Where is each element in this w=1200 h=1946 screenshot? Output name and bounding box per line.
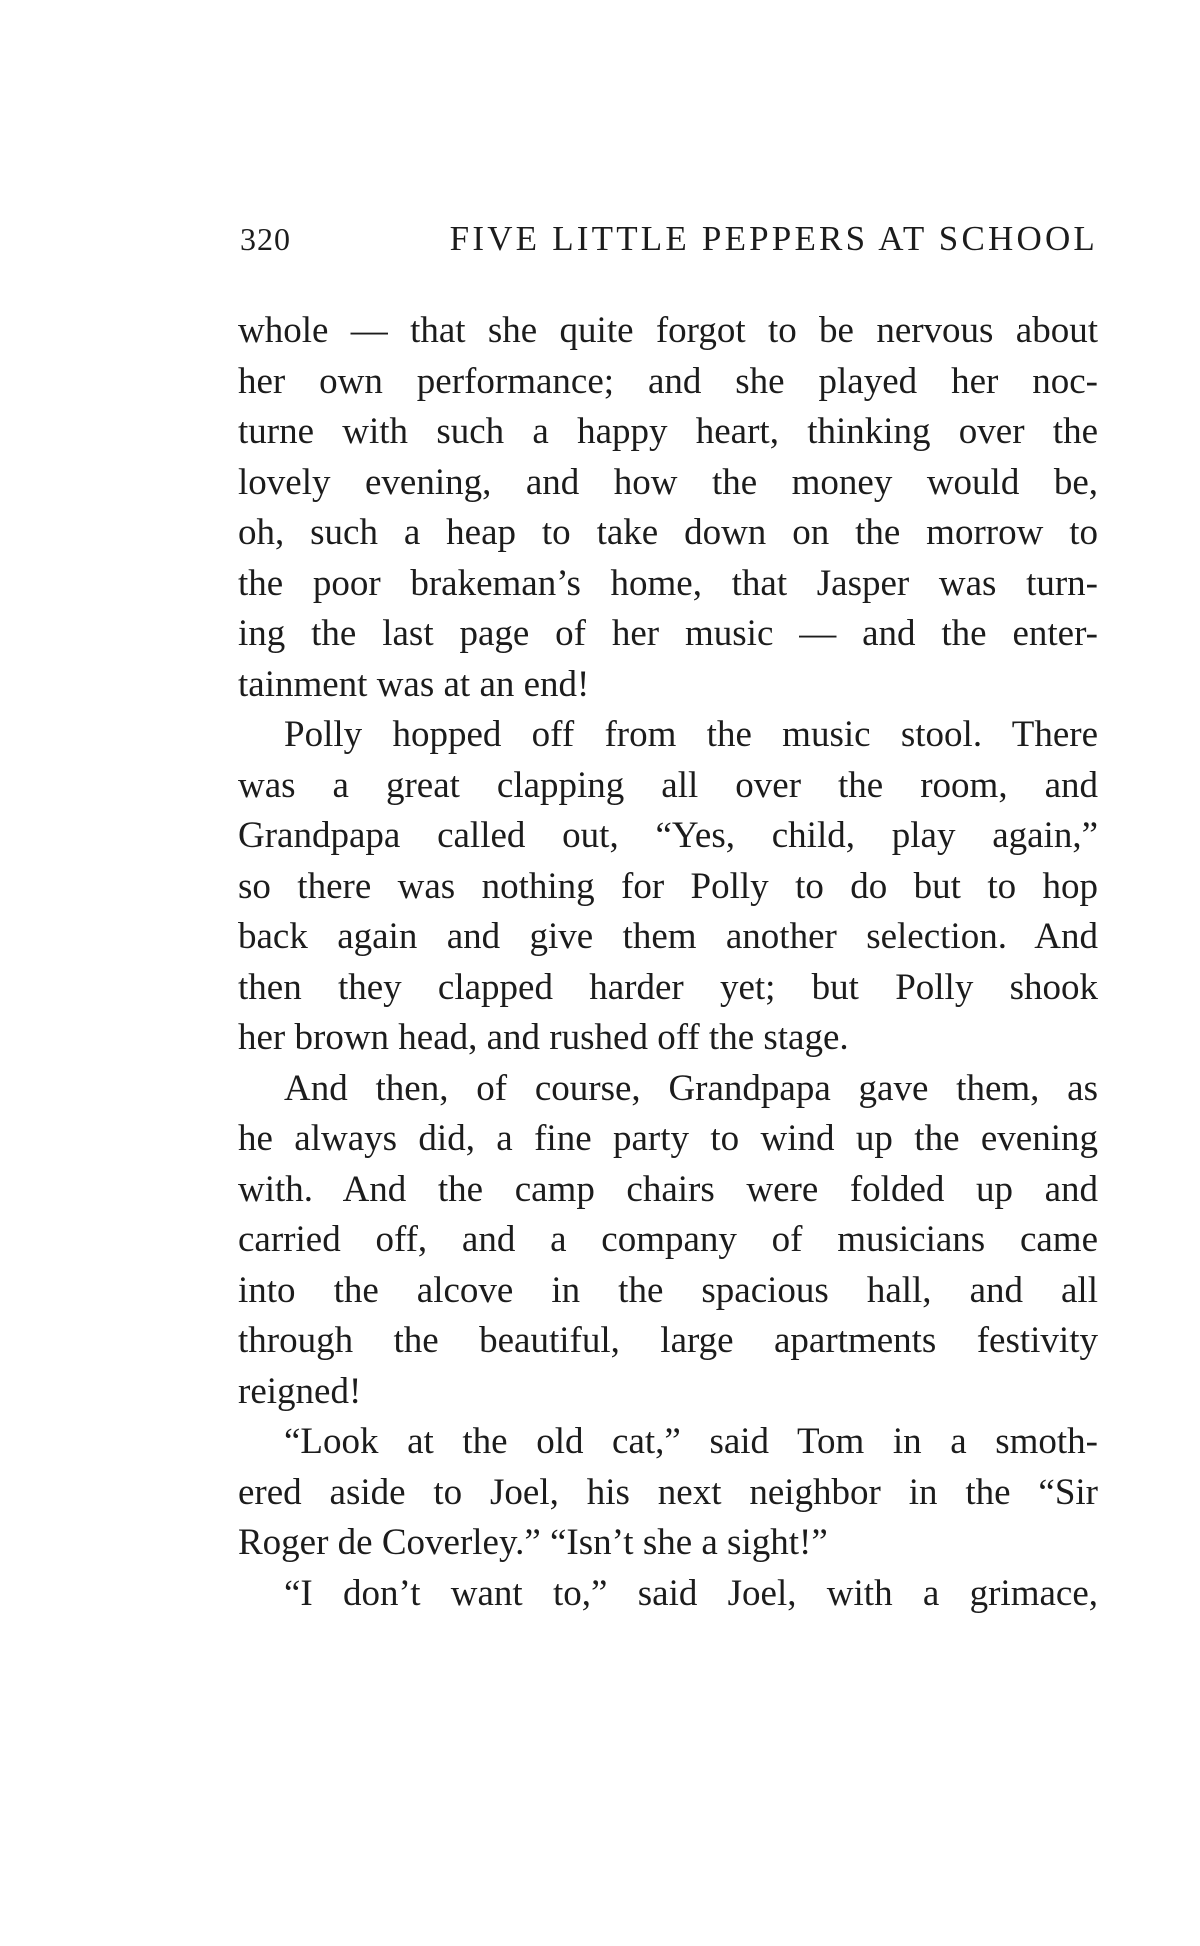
text-line: And then, of course, Grandpapa gave them, as: [284, 1067, 1098, 1109]
text-line: oh, such a heap to take down on the morrow to: [238, 512, 1098, 553]
text-line: “Look at the old cat,” said Tom in a smoth-: [284, 1421, 1098, 1462]
text-line: turne with such a happy heart, thinking over the: [238, 411, 1098, 452]
running-title: FIVE LITTLE PEPPERS AT SCHOOL: [449, 219, 1098, 258]
text-line: ing the last page of her music — and the enter-: [238, 613, 1098, 654]
text-line: into the alcove in the spacious hall, and all: [238, 1269, 1098, 1311]
text-line: through the beautiful, large apartments festivity: [238, 1320, 1098, 1361]
text-line: Grandpapa called out, “Yes, child, play again,”: [238, 815, 1098, 856]
text-line: lovely evening, and how the money would be,: [238, 461, 1098, 503]
text-line: tainment was at an end!: [238, 663, 590, 705]
page-number: 320: [240, 221, 291, 257]
text-line: reigned!: [238, 1370, 362, 1412]
body-text: [238, 306, 1098, 1619]
text-line: back again and give them another selection. And: [238, 916, 1098, 957]
text-line: “I don’t want to,” said Joel, with a grimace,: [284, 1572, 1098, 1614]
text-line: ered aside to Joel, his next neighbor in the “Sir: [238, 1471, 1098, 1513]
text-line: Polly hopped off from the music stool. There: [284, 714, 1098, 755]
text-line: her own performance; and she played her noc-: [238, 360, 1098, 402]
text-line: her brown head, and rushed off the stage.: [238, 1017, 849, 1058]
text-line: so there was nothing for Polly to do but to hop: [238, 865, 1098, 907]
text-line: with. And the camp chairs were folded up and: [238, 1168, 1098, 1210]
page-header: [240, 214, 1098, 264]
text-line: then they clapped harder yet; but Polly shook: [238, 966, 1098, 1008]
text-line: the poor brakeman’s home, that Jasper was turn-: [238, 562, 1098, 604]
text-line: he always did, a fine party to wind up the evening: [238, 1118, 1098, 1159]
text-line: was a great clapping all over the room, and: [238, 764, 1098, 806]
text-line: Roger de Coverley.” “Isn’t she a sight!”: [238, 1522, 828, 1563]
text-line: carried off, and a company of musicians came: [238, 1219, 1098, 1260]
text-line: whole — that she quite forgot to be nervous about: [238, 310, 1098, 351]
